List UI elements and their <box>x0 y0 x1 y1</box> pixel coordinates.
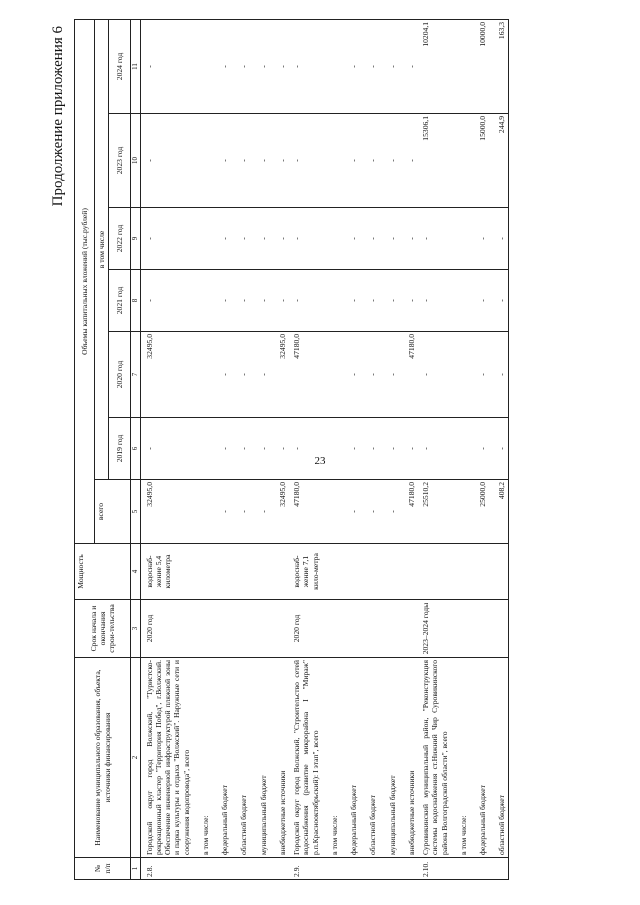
row-2023: - <box>269 114 288 208</box>
row-2024: - <box>211 19 230 113</box>
row-total: - <box>230 480 249 544</box>
row-2022: - <box>359 208 378 270</box>
row-2019 <box>321 418 340 480</box>
row-number <box>321 858 340 880</box>
row-capacity <box>450 544 469 600</box>
row-total: - <box>211 480 230 544</box>
header-year: 2019 год <box>109 418 131 480</box>
table-row <box>379 19 398 879</box>
row-number <box>450 858 469 880</box>
row-2022: - <box>379 208 398 270</box>
row-term: 2023–2024 годы <box>417 600 450 658</box>
row-total: - <box>250 480 269 544</box>
row-name: Суровикинский муниципальный район, "Реконструкция системы водоснабжения ст.Нижний Чир Суровикинского района Волгоградской области", всего <box>417 658 450 858</box>
row-2020: - <box>250 332 269 418</box>
row-name: внебюджетные источники <box>269 658 288 858</box>
row-2023: - <box>340 114 359 208</box>
row-number <box>469 858 488 880</box>
row-2024: - <box>398 19 417 113</box>
row-2022 <box>321 208 340 270</box>
row-2020: 32495,0 <box>140 332 192 418</box>
table-row <box>488 19 508 879</box>
col-number: 10 <box>131 114 141 208</box>
row-capacity <box>340 544 359 600</box>
row-number <box>340 858 359 880</box>
col-number: 6 <box>131 418 141 480</box>
row-name: в том числе: <box>192 658 211 858</box>
row-2024: - <box>140 19 192 113</box>
row-2023: - <box>140 114 192 208</box>
row-2022: - <box>340 208 359 270</box>
row-2021: - <box>469 270 488 332</box>
table-row <box>450 19 469 879</box>
row-2022: - <box>469 208 488 270</box>
row-term <box>321 600 340 658</box>
row-2023: - <box>398 114 417 208</box>
row-number <box>211 858 230 880</box>
col-number: 2 <box>131 658 141 858</box>
row-term <box>230 600 249 658</box>
row-2022: - <box>211 208 230 270</box>
header-year: 2022 год <box>109 208 131 270</box>
row-2021: - <box>379 270 398 332</box>
row-2024 <box>450 19 469 113</box>
row-total: 408,2 <box>488 480 508 544</box>
col-number: 5 <box>131 480 141 544</box>
table-row <box>340 19 359 879</box>
row-number <box>269 858 288 880</box>
col-number: 9 <box>131 208 141 270</box>
row-2019 <box>450 418 469 480</box>
row-2024: - <box>269 19 288 113</box>
header-year: 2021 год <box>109 270 131 332</box>
table-row <box>140 19 192 879</box>
row-total <box>192 480 211 544</box>
row-2024: - <box>250 19 269 113</box>
row-2021: - <box>488 270 508 332</box>
row-capacity <box>379 544 398 600</box>
row-2020: 32495,0 <box>269 332 288 418</box>
row-name: федеральный бюджет <box>211 658 230 858</box>
row-2024: 10000,0 <box>469 19 488 113</box>
row-number: 2.9. <box>288 858 321 880</box>
row-term <box>398 600 417 658</box>
row-number <box>359 858 378 880</box>
row-2020: - <box>230 332 249 418</box>
row-term <box>250 600 269 658</box>
row-2022 <box>450 208 469 270</box>
row-2024: - <box>230 19 249 113</box>
table-row <box>417 19 450 879</box>
row-2020 <box>321 332 340 418</box>
row-2021: - <box>250 270 269 332</box>
row-name: муниципальный бюджет <box>379 658 398 858</box>
table-row <box>321 19 340 879</box>
row-total: 32495,0 <box>140 480 192 544</box>
row-2021: - <box>417 270 450 332</box>
row-name: Городской округ город Волжский, "Строительство сетей водоснабжения (развитие микрорайона I "Мираж" р.п.Краснооктябрьский): I этап", всего <box>288 658 321 858</box>
row-2021: - <box>269 270 288 332</box>
row-term: 2020 год <box>288 600 321 658</box>
row-2022: - <box>269 208 288 270</box>
row-term: 2020 год <box>140 600 192 658</box>
row-capacity <box>321 544 340 600</box>
row-2023 <box>192 114 211 208</box>
row-2023: 244,9 <box>488 114 508 208</box>
header-num: № п/п <box>75 858 131 880</box>
row-2024: - <box>340 19 359 113</box>
row-name: федеральный бюджет <box>469 658 488 858</box>
row-2020: - <box>469 332 488 418</box>
row-capacity <box>230 544 249 600</box>
row-number <box>379 858 398 880</box>
row-2024: - <box>359 19 378 113</box>
row-2023 <box>450 114 469 208</box>
row-capacity <box>398 544 417 600</box>
row-total: 32495,0 <box>269 480 288 544</box>
row-2019: - <box>398 418 417 480</box>
row-2020 <box>192 332 211 418</box>
row-capacity <box>469 544 488 600</box>
row-number <box>488 858 508 880</box>
header-year: 2023 год <box>109 114 131 208</box>
col-number: 4 <box>131 544 141 600</box>
row-2023: - <box>359 114 378 208</box>
capital-investment-table <box>74 19 509 880</box>
row-2022: - <box>488 208 508 270</box>
table-row <box>398 19 417 879</box>
row-2019: - <box>469 418 488 480</box>
row-2021: - <box>359 270 378 332</box>
row-total: 25000,0 <box>469 480 488 544</box>
row-2022: - <box>288 208 321 270</box>
row-number <box>192 858 211 880</box>
row-2020: - <box>359 332 378 418</box>
row-2023: - <box>211 114 230 208</box>
row-2022: - <box>417 208 450 270</box>
row-capacity: водоснаб-жение 5,4 километра <box>140 544 192 600</box>
row-term <box>379 600 398 658</box>
row-2021 <box>450 270 469 332</box>
row-2022: - <box>230 208 249 270</box>
page-number: 23 <box>314 455 326 467</box>
header-volume: Объемы капитальных вложений (тыс.рублей) <box>75 19 95 543</box>
row-2019: - <box>211 418 230 480</box>
row-total <box>450 480 469 544</box>
row-2023 <box>321 114 340 208</box>
row-2020: - <box>417 332 450 418</box>
table-row <box>211 19 230 879</box>
row-term <box>192 600 211 658</box>
row-2020: - <box>211 332 230 418</box>
row-2021: - <box>230 270 249 332</box>
row-number: 2.8. <box>140 858 192 880</box>
row-2024 <box>192 19 211 113</box>
row-capacity <box>359 544 378 600</box>
header-including: в том числе <box>95 19 109 479</box>
row-total: 47180,0 <box>398 480 417 544</box>
row-2022: - <box>250 208 269 270</box>
row-capacity <box>488 544 508 600</box>
row-2024: 163,3 <box>488 19 508 113</box>
row-name: областной бюджет <box>230 658 249 858</box>
header-term: Срок начала и окончания строи-тельства <box>75 600 131 658</box>
row-capacity <box>192 544 211 600</box>
col-number: 11 <box>131 19 141 113</box>
col-number: 1 <box>131 858 141 880</box>
row-2019: - <box>250 418 269 480</box>
row-total: - <box>359 480 378 544</box>
row-2022: - <box>140 208 192 270</box>
row-capacity <box>211 544 230 600</box>
row-2023: - <box>230 114 249 208</box>
row-2021: - <box>340 270 359 332</box>
row-capacity <box>250 544 269 600</box>
row-name: областной бюджет <box>488 658 508 858</box>
row-capacity <box>269 544 288 600</box>
row-2020: 47180,0 <box>398 332 417 418</box>
header-name: Наименование муниципального образования, объекта, источники финансирования <box>75 658 131 858</box>
row-2019: - <box>379 418 398 480</box>
row-capacity: водоснаб-жение 7,1 кило-метра <box>288 544 321 600</box>
row-number <box>250 858 269 880</box>
row-2019: - <box>488 418 508 480</box>
row-name: федеральный бюджет <box>340 658 359 858</box>
row-2020: - <box>379 332 398 418</box>
row-term <box>269 600 288 658</box>
header-year: 2020 год <box>109 332 131 418</box>
row-2020 <box>450 332 469 418</box>
row-2023: 15000,0 <box>469 114 488 208</box>
col-number: 8 <box>131 270 141 332</box>
row-2019: - <box>340 418 359 480</box>
table-row <box>192 19 211 879</box>
row-total: - <box>340 480 359 544</box>
row-2024: - <box>379 19 398 113</box>
continuation-title: Продолжение приложения 6 <box>50 26 66 207</box>
row-2021: - <box>398 270 417 332</box>
col-number: 3 <box>131 600 141 658</box>
table-row <box>288 19 321 879</box>
row-term <box>469 600 488 658</box>
row-2023: - <box>288 114 321 208</box>
row-2021: - <box>288 270 321 332</box>
col-number: 7 <box>131 332 141 418</box>
table-row <box>250 19 269 879</box>
row-name: в том числе: <box>321 658 340 858</box>
row-2019 <box>192 418 211 480</box>
row-term <box>211 600 230 658</box>
row-name: муниципальный бюджет <box>250 658 269 858</box>
header-capacity: Мощность <box>75 544 131 600</box>
row-term <box>488 600 508 658</box>
row-2021: - <box>140 270 192 332</box>
table-row <box>230 19 249 879</box>
row-name: Городской округ город Волжский, "Туристско-рекреационный кластер "Территория Побед", г.Волжский. Обеспечение инженерной инфраструктурой пляжной зоны и парка культуры и отдыха "Волжский". Наружные сети и сооружения водопровода", всего <box>140 658 192 858</box>
row-2023: - <box>379 114 398 208</box>
row-name: областной бюджет <box>359 658 378 858</box>
row-term <box>450 600 469 658</box>
row-2024 <box>321 19 340 113</box>
row-2023: 15306,1 <box>417 114 450 208</box>
row-2023: - <box>250 114 269 208</box>
row-total: 25510,2 <box>417 480 450 544</box>
row-2019: - <box>230 418 249 480</box>
row-number: 2.10. <box>417 858 450 880</box>
table-row <box>359 19 378 879</box>
row-2022: - <box>398 208 417 270</box>
row-name: в том числе: <box>450 658 469 858</box>
table-row <box>269 19 288 879</box>
row-2019: - <box>288 418 321 480</box>
row-2021 <box>192 270 211 332</box>
row-total: 47180,0 <box>288 480 321 544</box>
row-2024: - <box>288 19 321 113</box>
header-total: всего <box>95 480 131 544</box>
row-2019: - <box>269 418 288 480</box>
row-name: внебюджетные источники <box>398 658 417 858</box>
table-row <box>469 19 488 879</box>
rotated-sheet <box>50 20 595 880</box>
row-2020: - <box>340 332 359 418</box>
row-2024: 10204,1 <box>417 19 450 113</box>
header-year: 2024 год <box>109 19 131 113</box>
row-number <box>398 858 417 880</box>
row-number <box>230 858 249 880</box>
row-2019: - <box>417 418 450 480</box>
row-2020: 47180,0 <box>288 332 321 418</box>
row-total: - <box>379 480 398 544</box>
row-2021 <box>321 270 340 332</box>
row-2021: - <box>211 270 230 332</box>
row-2020: - <box>488 332 508 418</box>
row-term <box>340 600 359 658</box>
row-capacity <box>417 544 450 600</box>
row-2019: - <box>140 418 192 480</box>
row-term <box>359 600 378 658</box>
row-total <box>321 480 340 544</box>
row-2022 <box>192 208 211 270</box>
row-2019: - <box>359 418 378 480</box>
